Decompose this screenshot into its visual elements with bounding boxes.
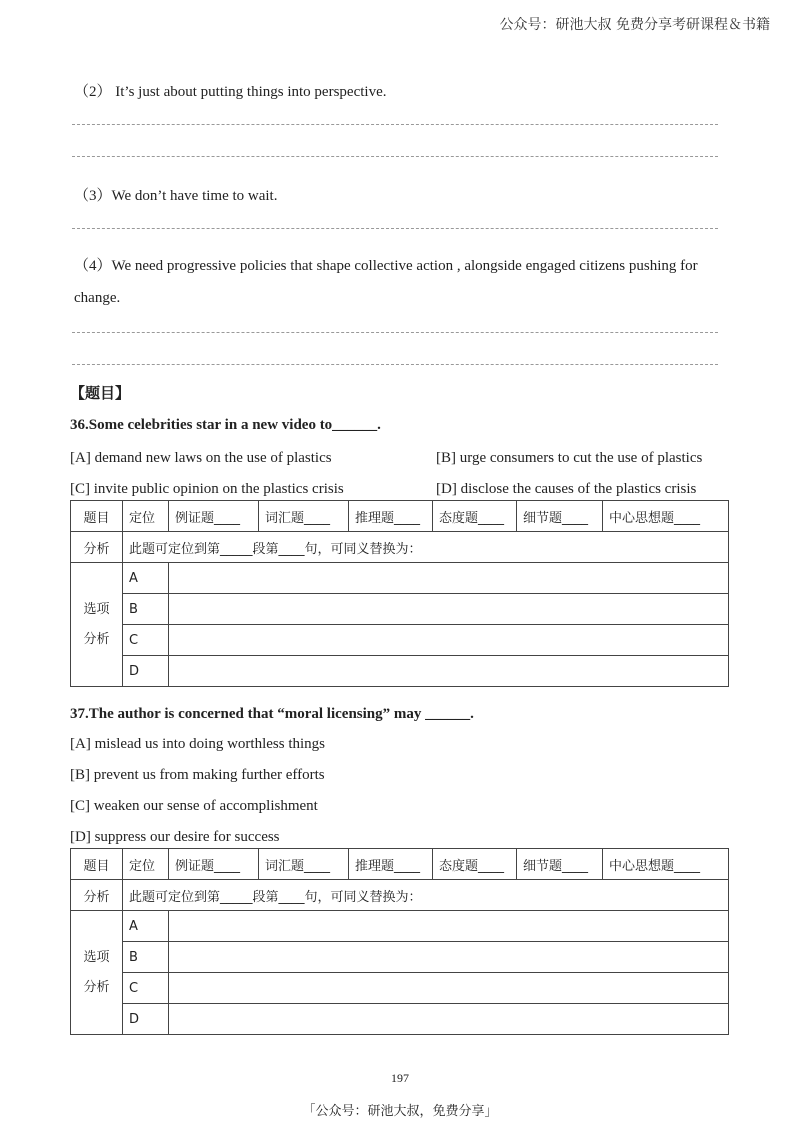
type-vocabulary: 词汇题____ bbox=[259, 501, 349, 532]
option-label-1: 选项 bbox=[83, 601, 110, 617]
analysis-label: 分析 bbox=[71, 880, 123, 911]
answer-line bbox=[72, 364, 718, 365]
q36-analysis-table bbox=[70, 500, 729, 687]
option-label-1: 选项 bbox=[83, 949, 110, 965]
option-label-2: 分析 bbox=[83, 979, 110, 995]
q37-option-d: [D] suppress our desire for success bbox=[70, 829, 280, 845]
option-c-answer-cell[interactable] bbox=[169, 625, 729, 656]
option-letter-d: D bbox=[123, 1004, 169, 1035]
q36-option-d: [D] disclose the causes of the plastics crisis bbox=[436, 481, 697, 497]
option-a-answer-cell[interactable] bbox=[169, 911, 729, 942]
question-37: 37.The author is concerned that “moral licensing” may ______. bbox=[70, 706, 474, 722]
type-inference: 推理题____ bbox=[349, 849, 433, 880]
type-example: 例证题____ bbox=[169, 501, 259, 532]
option-label-2: 分析 bbox=[83, 631, 110, 647]
q37-analysis-table bbox=[70, 848, 729, 1035]
type-vocabulary: 词汇题____ bbox=[259, 849, 349, 880]
section-tag: 【题目】 bbox=[70, 384, 131, 402]
option-letter-a: A bbox=[123, 911, 169, 942]
q36-option-b: [B] urge consumers to cut the use of plastics bbox=[436, 450, 703, 466]
type-attitude: 态度题____ bbox=[433, 501, 517, 532]
option-d-answer-cell[interactable] bbox=[169, 1004, 729, 1035]
answer-line bbox=[72, 228, 718, 229]
type-detail: 细节题____ bbox=[517, 501, 603, 532]
answer-line bbox=[72, 124, 718, 125]
type-label: 题目 bbox=[71, 501, 123, 532]
locate-text: 此题可定位到第_____段第____句，可同义替换为： bbox=[123, 532, 729, 563]
locate-text: 此题可定位到第_____段第____句，可同义替换为： bbox=[123, 880, 729, 911]
q37-option-b: [B] prevent us from making further efforts bbox=[70, 767, 325, 783]
q37-option-c: [C] weaken our sense of accomplishment bbox=[70, 798, 318, 814]
answer-line bbox=[72, 156, 718, 157]
option-letter-b: B bbox=[123, 942, 169, 973]
option-letter-a: A bbox=[123, 563, 169, 594]
option-c-answer-cell[interactable] bbox=[169, 973, 729, 1004]
statement-3: （3）We don’t have time to wait. bbox=[74, 188, 278, 204]
type-locate: 定位 bbox=[123, 849, 169, 880]
page-header: 公众号：研池大叔 免费分享考研课程＆书籍 bbox=[499, 17, 770, 33]
type-detail: 细节题____ bbox=[517, 849, 603, 880]
option-b-answer-cell[interactable] bbox=[169, 594, 729, 625]
analysis-label: 分析 bbox=[71, 532, 123, 563]
statement-4: （4）We need progressive policies that shape collective action , alongside engaged citizens pushing for change. bbox=[74, 258, 698, 306]
statement-2: （2） It’s just about putting things into perspective. bbox=[74, 84, 387, 100]
type-example: 例证题____ bbox=[169, 849, 259, 880]
q37-option-a: [A] mislead us into doing worthless things bbox=[70, 736, 325, 752]
option-analysis-label bbox=[71, 911, 123, 1035]
option-letter-b: B bbox=[123, 594, 169, 625]
type-locate: 定位 bbox=[123, 501, 169, 532]
option-b-answer-cell[interactable] bbox=[169, 942, 729, 973]
type-inference: 推理题____ bbox=[349, 501, 433, 532]
type-main-idea: 中心思想题____ bbox=[603, 849, 729, 880]
option-letter-c: C bbox=[123, 625, 169, 656]
page-number: 197 bbox=[391, 1071, 409, 1085]
option-analysis-label bbox=[71, 563, 123, 687]
type-label: 题目 bbox=[71, 849, 123, 880]
answer-line bbox=[72, 332, 718, 333]
page-footer: 「公众号：研池大叔，免费分享」 bbox=[302, 1104, 498, 1119]
option-d-answer-cell[interactable] bbox=[169, 656, 729, 687]
option-a-answer-cell[interactable] bbox=[169, 563, 729, 594]
option-letter-c: C bbox=[123, 973, 169, 1004]
type-attitude: 态度题____ bbox=[433, 849, 517, 880]
option-letter-d: D bbox=[123, 656, 169, 687]
type-main-idea: 中心思想题____ bbox=[603, 501, 729, 532]
q36-option-c: [C] invite public opinion on the plastics crisis bbox=[70, 481, 344, 497]
q36-option-a: [A] demand new laws on the use of plastics bbox=[70, 450, 332, 466]
question-36: 36.Some celebrities star in a new video to______. bbox=[70, 417, 381, 433]
